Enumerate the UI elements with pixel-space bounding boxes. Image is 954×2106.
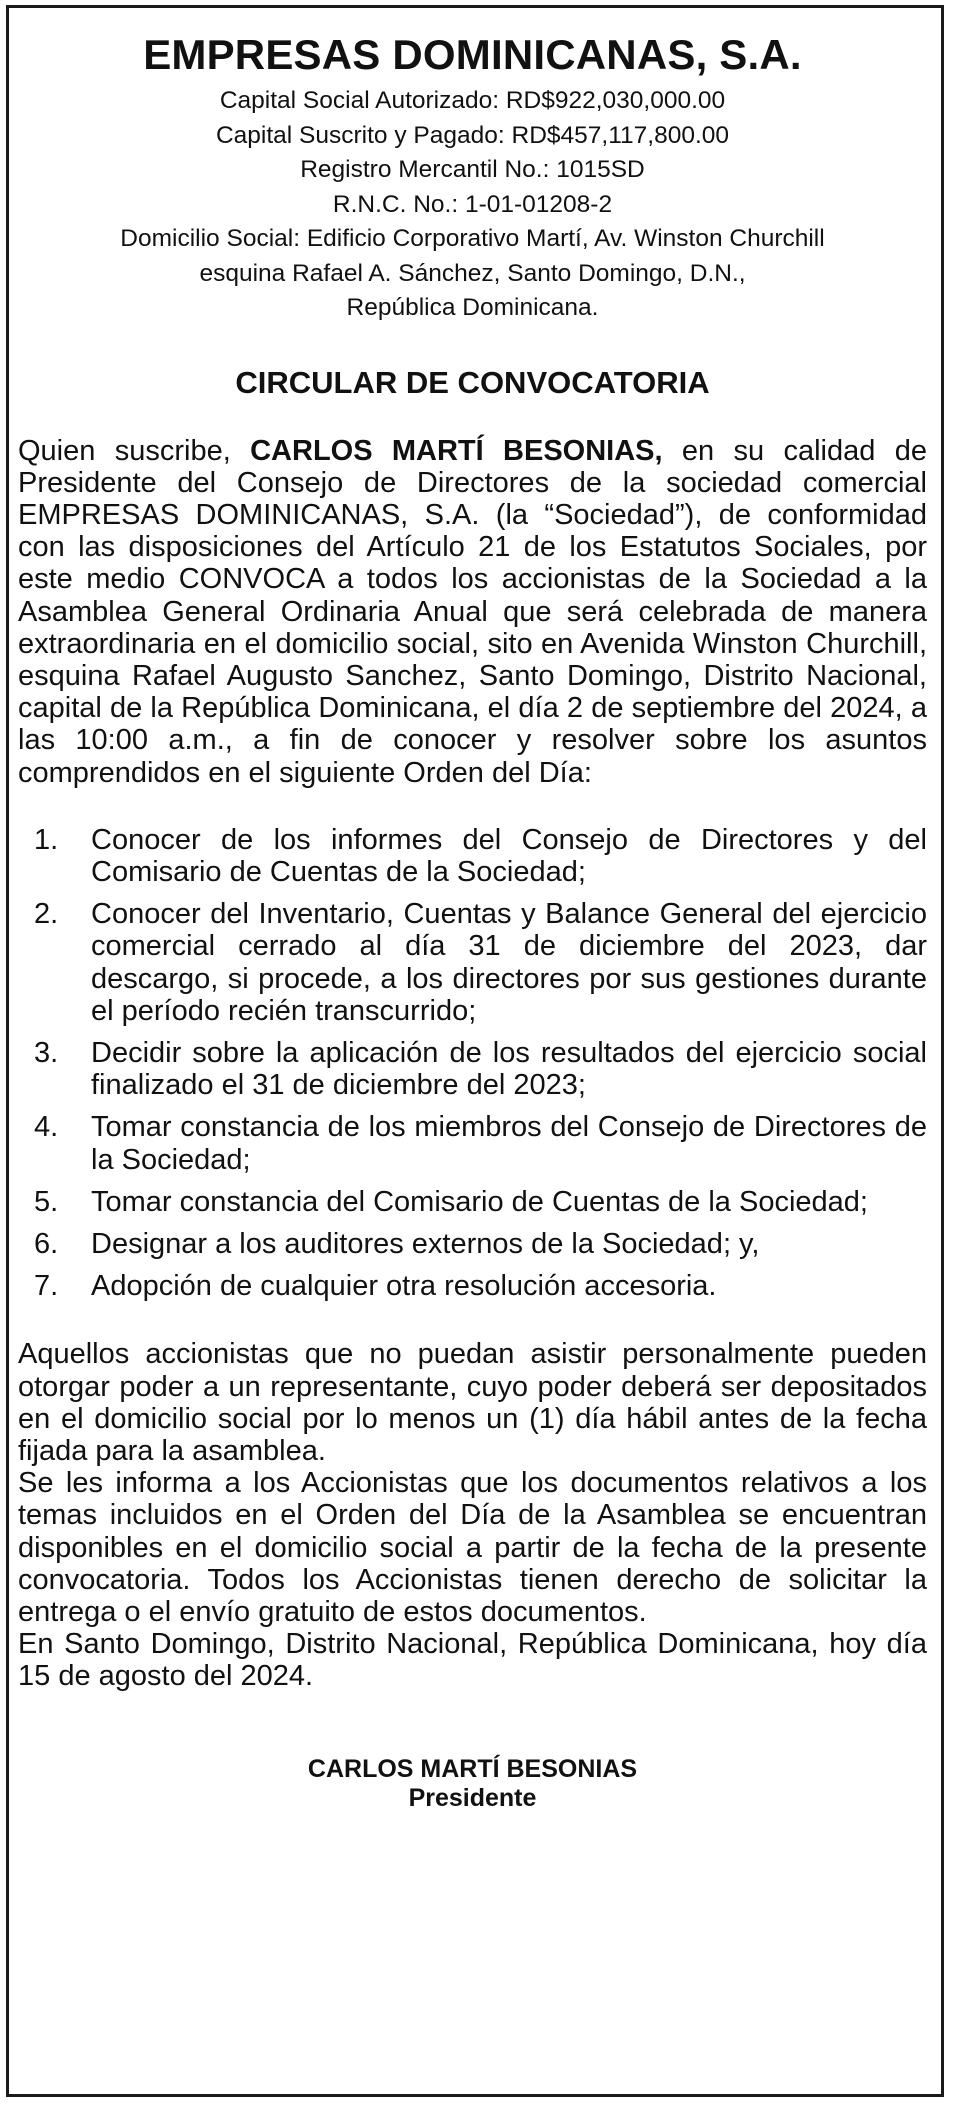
agenda-text: Conocer de los informes del Consejo de Directores y del Comisario de Cuentas de la Sociedad; [91,823,927,888]
agenda-number: 2. [34,898,59,931]
agenda-number: 6. [34,1227,59,1260]
company-details [18,84,927,326]
intro-paragraph [18,435,927,789]
agenda-item [18,1228,927,1260]
signature-block [18,1755,927,1813]
agenda-number: 4. [34,1111,59,1144]
agenda-number: 1. [34,823,59,856]
agenda-list [18,824,927,1303]
date-place-paragraph: En Santo Domingo, Distrito Nacional, República Dominicana, hoy día 15 de agosto del 2024. [18,1628,927,1693]
agenda-text: Designar a los auditores externos de la Sociedad; y, [91,1227,760,1260]
company-name: EMPRESAS DOMINICANAS, S.A. [143,31,802,78]
agenda-number: 5. [34,1185,59,1218]
agenda-text: Conocer del Inventario, Cuentas y Balance General del ejercicio comercial cerrado al día 31 de diciembre del 2023, dar descargo, si procede, a los directores por sus gestiones durante el período recién transcurrido; [91,898,927,1027]
agenda-text: Tomar constancia del Comisario de Cuentas de la Sociedad; [91,1185,868,1218]
document-title: CIRCULAR DE CONVOCATORIA [235,364,710,400]
agenda-item [18,1037,927,1101]
mercantile-registry: Registro Mercantil No.: 1015SD [300,156,645,183]
agenda-text: Adopción de cualquier otra resolución accesoria. [91,1270,717,1303]
address-line-3: República Dominicana. [346,294,599,321]
address-line-1: Domicilio Social: Edificio Corporativo Martí, Av. Winston Churchill [120,225,825,252]
agenda-text: Decidir sobre la aplicación de los resultados del ejercicio social finalizado el 31 de diciembre del 2023; [91,1036,927,1102]
signatory-name-inline: CARLOS MARTÍ BESONIAS, [250,434,663,467]
intro-body: en su calidad de Presidente del Consejo de Directores de la sociedad comercial EMPRESAS DOMINICANAS, S.A. (la “Sociedad”), de conformidad con las disposiciones del Artículo 21 de los Estatutos Sociales, por este medio CONVOCA a todos los accionistas de la Sociedad a la Asamblea General Ordinaria Anual que será celebrada de manera extraordinaria en el domicilio social, sito en Avenida Winston Churchill, esquina Rafael Augusto Sanchez, Santo Domingo, Distrito Nacional, capital de la República Dominicana, el día 2 de septiembre del 2024, a las 10:00 a.m., a fin de conocer y resolver sobre los asuntos comprendidos en el siguiente Orden del Día: [18,434,927,789]
agenda-item [18,898,927,1027]
notice-content [18,30,927,1813]
agenda-item [18,1186,927,1218]
agenda-item [18,1111,927,1175]
agenda-number: 7. [34,1270,59,1303]
agenda-item [18,824,927,888]
address-line-2: esquina Rafael A. Sánchez, Santo Domingo, D.N., [199,259,746,287]
agenda-item [18,1270,927,1302]
signatory-name: CARLOS MARTÍ BESONIAS [307,1754,638,1783]
rnc-number: R.N.C. No.: 1-01-01208-2 [332,190,613,218]
agenda-number: 3. [34,1036,59,1069]
documents-paragraph: Se les informa a los Accionistas que los documentos relativos a los temas incluidos en el Orden del Día de la Asamblea se encuentran disponibles en el domicilio social a partir de la fecha de la presente convocatoria. Todos los Accionistas tienen derecho de solicitar la entrega o el envío gratuito de estos documentos. [18,1467,927,1628]
paid-capital: Capital Suscrito y Pagado: RD$457,117,800.00 [215,121,730,149]
agenda-text: Tomar constancia de los miembros del Consejo de Directores de la Sociedad; [91,1111,927,1176]
signatory-title: Presidente [408,1783,537,1812]
authorized-capital: Capital Social Autorizado: RD$922,030,000.00 [219,87,726,114]
proxy-paragraph: Aquellos accionistas que no puedan asistir personalmente pueden otorgar poder a un representante, cuyo poder deberá ser depositados en el domicilio social por lo menos un (1) día hábil antes de la fecha fijada para la asamblea. [18,1338,927,1467]
intro-lead: Quien suscribe, [18,434,251,467]
